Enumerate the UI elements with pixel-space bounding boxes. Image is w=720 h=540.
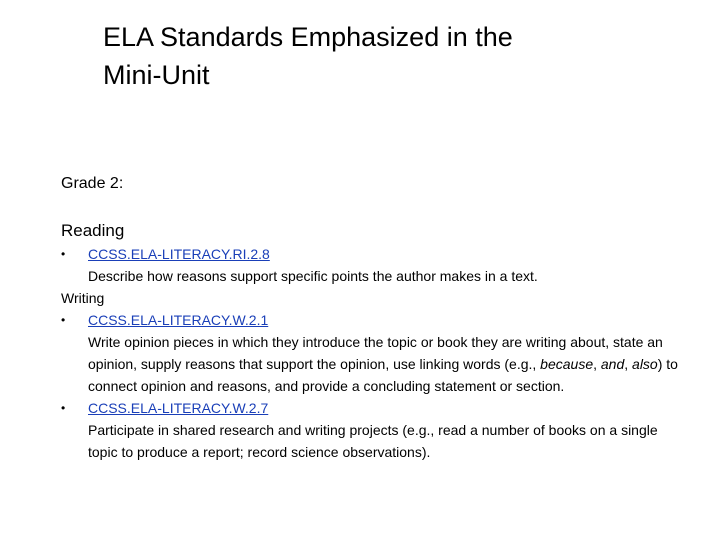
standard-link-w-2-7[interactable]: CCSS.ELA-LITERACY.W.2.7 (88, 400, 269, 416)
bullet: • (61, 313, 66, 327)
title-line-2: Mini-Unit (103, 60, 210, 90)
slide-title (103, 18, 663, 94)
reading-standards-list (61, 243, 701, 287)
standard-item-w-2-7 (61, 397, 701, 463)
standard-description: Write opinion pieces in which they introduce the topic or book they are writing about, state an opinion, supply reasons that support the opinion, use linking words (e.g., because, and, also) to connect opinion and reasons, and provide a concluding statement or section. (88, 334, 678, 394)
standard-link-w-2-1[interactable]: CCSS.ELA-LITERACY.W.2.1 (88, 312, 269, 328)
bullet: • (61, 247, 66, 261)
reading-heading: Reading (61, 221, 125, 240)
writing-heading: Writing (61, 290, 105, 306)
description-text: ) to connect opinion and reasons, and provide a concluding statement or section. (88, 356, 678, 394)
grade-label: Grade 2: (61, 175, 124, 192)
standards-content (61, 219, 701, 463)
title-line-1: ELA Standards Emphasized in the (103, 22, 513, 52)
standard-description: Describe how reasons support specific points the author makes in a text. (88, 268, 538, 284)
example-word: also (632, 356, 658, 372)
example-word: and (600, 356, 625, 372)
standard-item-w-2-1 (61, 309, 701, 397)
standard-link-ri-2-8[interactable]: CCSS.ELA-LITERACY.RI.2.8 (88, 246, 270, 262)
standard-description: Participate in shared research and writing projects (e.g., read a number of books on a single topic to produce a report; record science observations). (88, 422, 658, 460)
writing-standards-list (61, 309, 701, 463)
standard-item-ri-2-8 (61, 243, 701, 287)
example-word: because (540, 356, 594, 372)
description-text: Write opinion pieces in which they introduce the topic or book they are writing about, state an opinion, supply reasons that support the opinion, use linking words (e.g., (88, 334, 663, 372)
bullet: • (61, 401, 66, 415)
